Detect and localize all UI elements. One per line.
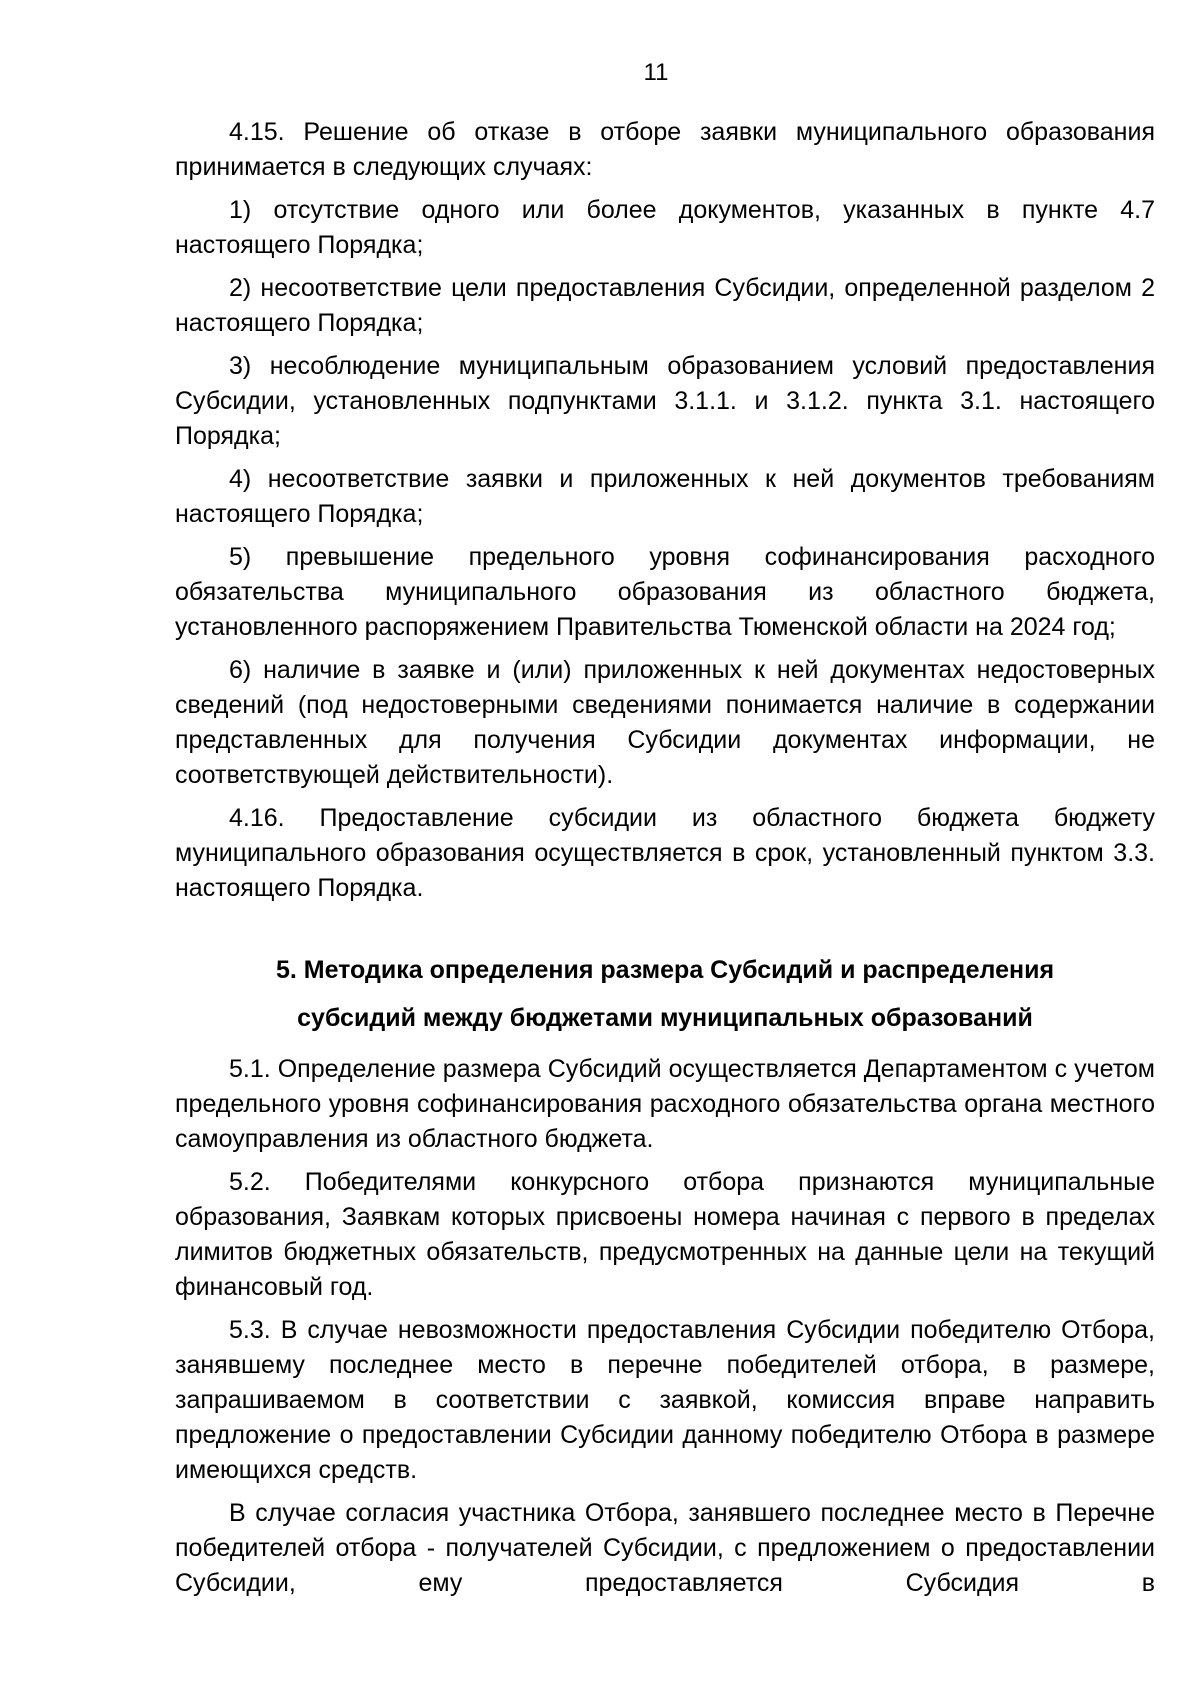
paragraph-5-3: 5.3. В случае невозможности предоставления Субсидии победителю Отбора, занявшему последнее место в перечне победителей отбора, в размере, запрашиваемом в соответствии с заявкой, комиссия вправе направить предложение о предоставлении Субсидии данному победителю Отбора в размере имеющихся средств. [175, 1316, 1155, 1484]
page-number: 11 [643, 59, 669, 86]
list-item-2: 2) несоответствие цели предоставления Субсидии, определенной разделом 2 настоящего Порядка; [175, 274, 1155, 337]
paragraph-4-15: 4.15. Решение об отказе в отборе заявки муниципального образования принимается в следующих случаях: [175, 118, 1155, 181]
list-item-6: 6) наличие в заявке и (или) приложенных к ней документах недостоверных сведений (под недостоверными сведениями понимается наличие в содержании представленных для получения Субсидии документах информации, не соответствующей действительности). [175, 656, 1155, 789]
section-heading [175, 946, 1155, 1042]
list-item-4: 4) несоответствие заявки и приложенных к ней документов требованиям настоящего Порядка; [175, 465, 1155, 528]
list-item-5: 5) превышение предельного уровня софинансирования расходного обязательства муниципального образования из областного бюджета, установленного распоряжением Правительства Тюменской области на 2024 год; [175, 543, 1155, 641]
paragraph-consent: В случае согласия участника Отбора, занявшего последнее место в Перечне победителей отбора - получателей Субсидии, с предложением о предоставлении Субсидии, ему предоставляется Субсидия в [175, 1499, 1155, 1597]
paragraph-5-2: 5.2. Победителями конкурсного отбора признаются муниципальные образования, Заявкам которых присвоены номера начиная с первого в пределах лимитов бюджетных обязательств, предусмотренных на данные цели на текущий финансовый год. [175, 1168, 1155, 1301]
list-item-3: 3) несоблюдение муниципальным образованием условий предоставления Субсидии, установленных подпунктами 3.1.1. и 3.1.2. пункта 3.1. настоящего Порядка; [175, 352, 1155, 450]
list-item-1: 1) отсутствие одного или более документов, указанных в пункте 4.7 настоящего Порядка; [175, 196, 1155, 259]
document-body [175, 115, 1155, 1601]
section-heading-line-1: 5. Методика определения размера Субсидий и распределения [275, 956, 1055, 984]
section-heading-line-2: субсидий между бюджетами муниципальных образований [297, 1004, 1033, 1032]
paragraph-4-16: 4.16. Предоставление субсидии из областного бюджета бюджету муниципального образования осуществляется в срок, установленный пунктом 3.3. настоящего Порядка. [175, 804, 1155, 902]
paragraph-5-1: 5.1. Определение размера Субсидий осуществляется Департаментом с учетом предельного уровня софинансирования расходного обязательства органа местного самоуправления из областного бюджета. [175, 1055, 1155, 1153]
